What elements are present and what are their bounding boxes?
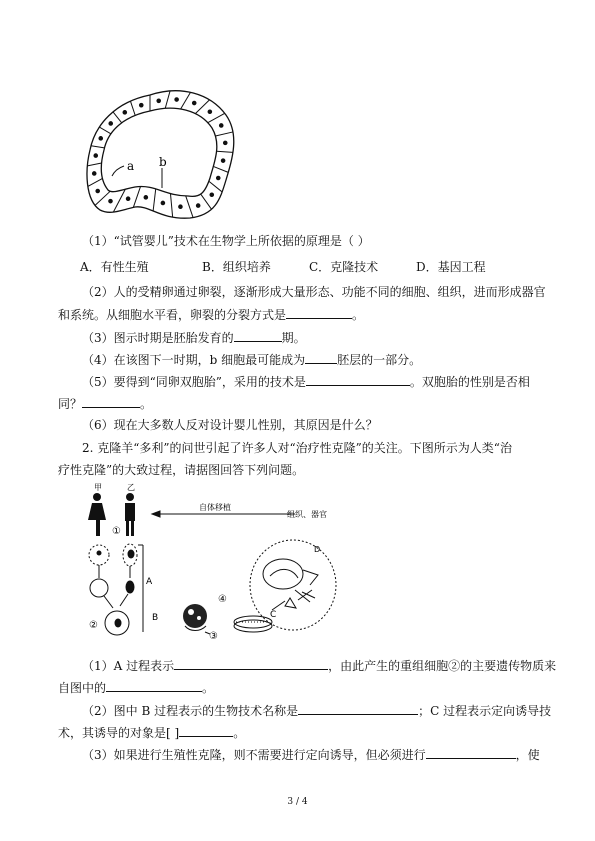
q3-suffix: 期。 (281, 331, 306, 345)
sub1-prefix: （1）A 过程表示 (82, 659, 175, 673)
label-D: D (314, 545, 321, 554)
label-a: a (127, 159, 135, 173)
label-b: b (159, 155, 167, 169)
sub1-line2-suffix: 。 (202, 681, 215, 695)
label-male: 乙 (127, 483, 135, 492)
sub2-answer-blank-2[interactable] (179, 724, 233, 737)
q3-prefix: （3）图示时期是胚胎发育的 (82, 331, 234, 345)
q1-option-a: A．有性生殖 (80, 260, 149, 274)
female-figure (88, 493, 106, 536)
problem2-line1: 2. 克隆羊“多利”的问世引起了许多人对“治疗性克隆”的关注。下图所示为人类“治 (82, 441, 512, 455)
label-C: C (270, 610, 277, 620)
recombined-cell (105, 611, 129, 635)
q5-line2-prefix: 同？ (58, 397, 83, 411)
tissue-label: 组织、器官 (287, 510, 327, 519)
sub3-prefix: （3）如果进行生殖性克隆，则不需要进行定向诱导，但必须进行 (82, 748, 426, 762)
q1-option-c: C．克隆技术 (309, 260, 379, 274)
q6-line: （6）现在大多数人反对设计婴儿性别，其原因是什么？ (82, 418, 378, 432)
label-female: 甲 (94, 483, 102, 492)
sub1-answer-blank-1[interactable] (174, 657, 328, 670)
sub1-answer-blank-2[interactable] (106, 679, 202, 692)
circled-2: ② (89, 620, 98, 631)
sub3-answer-blank[interactable] (426, 746, 516, 759)
page-number: 3 / 4 (287, 797, 308, 807)
sub1-middle: ，由此产生的重组细胞②的主要遗传物质来 (328, 659, 557, 673)
problem2-line2: 疗性克隆”的大致过程，请据图回答下列问题。 (58, 463, 305, 477)
sub1-line2 (58, 679, 214, 696)
sub2-answer-blank-1[interactable] (298, 702, 418, 715)
q2-line2-suffix: 。 (352, 308, 365, 322)
early-embryo (183, 604, 207, 631)
q5-line2-suffix: 。 (140, 397, 153, 411)
q2-line1: （2）人的受精卵通过卵裂，逐渐形成大量形态、功能不同的细胞、组织，进而形成器官 (82, 285, 546, 299)
merge-arrows (104, 594, 128, 608)
sub2-line1 (82, 702, 551, 719)
q5-prefix: （5）要得到“同卵双胞胎”，采用的技术是 (82, 375, 306, 389)
q4-suffix: 胚层的一部分。 (337, 353, 422, 367)
sub2-line2-prefix: 术，其诱导的对象是[ ] (58, 726, 180, 740)
male-figure (125, 493, 135, 536)
petri-dish (234, 616, 272, 632)
circled-3: ③ (209, 631, 218, 642)
bracket-A (138, 545, 143, 632)
sub2-line2 (58, 724, 245, 741)
q1-option-b: B．组织培养 (202, 260, 271, 274)
label-A: A (146, 577, 153, 587)
sub1-line1 (82, 657, 556, 674)
q1-stem: （1）“试管婴儿”技术在生物学上所依据的原理是（ ） (82, 234, 370, 248)
q5-suffix: 。双胞胎的性别是否相 (409, 375, 530, 389)
sub2-line2-suffix: 。 (233, 726, 246, 740)
circled-1: ① (112, 526, 121, 537)
q1-option-d: D．基因工程 (416, 260, 486, 274)
sub2-middle: ；C 过程表示定向诱导技 (418, 704, 552, 718)
q4-prefix: （4）在该图下一时期，b 细胞最可能成为 (82, 353, 306, 367)
sub3-suffix: ，使 (515, 748, 540, 762)
somatic-cell-right (123, 544, 137, 593)
q2-line2-prefix: 和系统。从细胞水平看，卵裂的分裂方式是 (58, 308, 287, 322)
sub1-line2-prefix: 自图中的 (58, 681, 107, 695)
label-B: B (152, 613, 159, 623)
autograft-label: 自体移植 (199, 503, 231, 512)
egg-cell-left (89, 545, 109, 597)
circled-4: ④ (218, 594, 227, 605)
sub2-prefix: （2）图中 B 过程表示的生物技术名称是 (82, 704, 299, 718)
sub3-line1 (82, 746, 540, 763)
